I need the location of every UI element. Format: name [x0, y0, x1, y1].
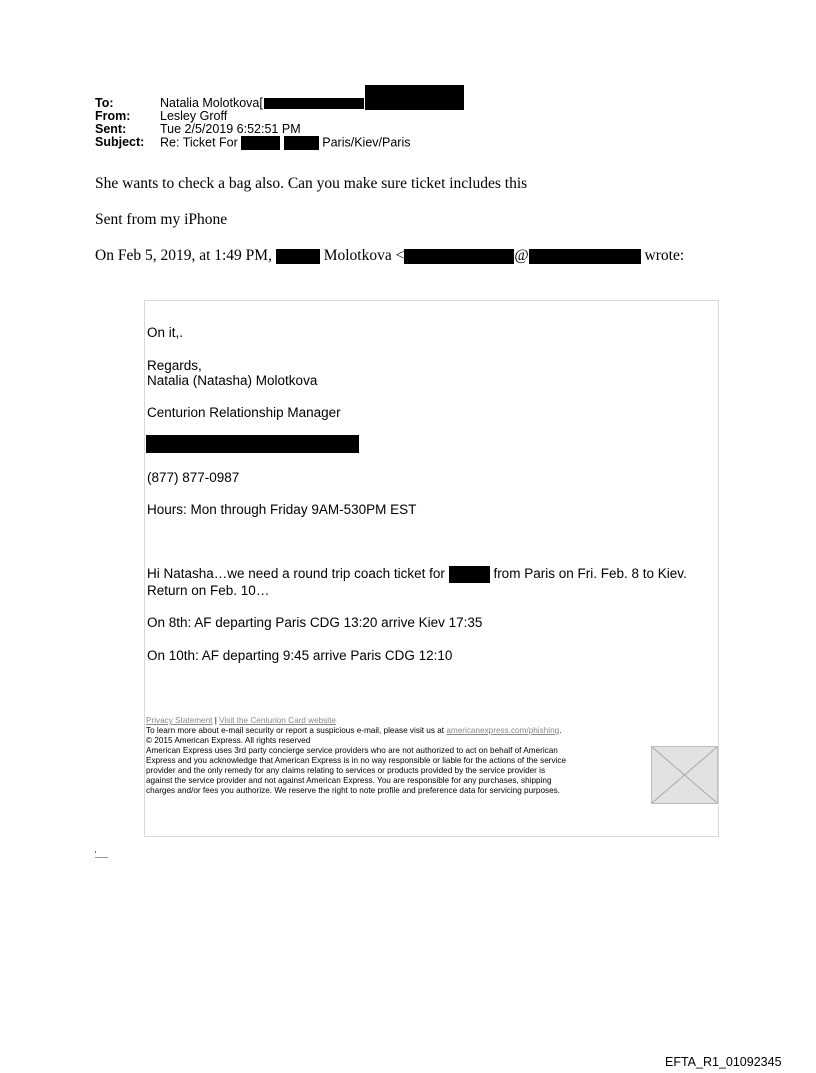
- disclaimer-line-4: against the service provider and not against American Express. You are responsible for any purchases, shipping: [146, 776, 552, 785]
- redaction: [146, 435, 359, 453]
- redaction: [449, 566, 490, 583]
- signature-title: Centurion Relationship Manager: [147, 405, 341, 420]
- disclaimer-line-1: American Express uses 3rd party concierge service providers who are not authorized to act on behalf of American: [146, 746, 558, 755]
- quote-prefix: On Feb 5, 2019, at 1:49 PM,: [95, 247, 272, 264]
- broken-image-icon: [652, 747, 717, 803]
- subject-label: Subject:: [95, 135, 145, 149]
- signature-name: Natalia (Natasha) Molotkova: [147, 373, 318, 388]
- redaction: [284, 136, 319, 150]
- to-label: To:: [95, 96, 114, 110]
- link-separator: |: [212, 716, 220, 725]
- document-id: EFTA_R1_01092345: [665, 1055, 782, 1069]
- sent-row: [95, 123, 515, 136]
- stray-mark: [95, 857, 108, 858]
- redaction: [365, 85, 464, 110]
- copyright-text: © 2015 American Express. All rights reserved: [146, 736, 311, 745]
- from-row: [95, 110, 515, 123]
- redaction: [404, 249, 514, 264]
- redaction: [241, 136, 280, 150]
- disclaimer-line-2: Express and you acknowledge that American Express is in no way responsible or liable for the actions of the service: [146, 756, 567, 765]
- regards-text: Regards,: [147, 358, 202, 373]
- quote-at: @: [514, 247, 529, 264]
- subject-suffix: Paris/Kiev/Paris: [322, 135, 411, 150]
- quoted-message: [144, 300, 719, 837]
- image-placeholder: [651, 746, 718, 804]
- learn-more-text: To learn more about e-mail security or report a suspicious e-mail, please visit us at: [146, 726, 445, 735]
- disclaimer-line-5: charges and/or fees you authorize. We reserve the right to note profile and preference data for servicing purposes.: [146, 786, 561, 795]
- request-line-2: Return on Feb. 10…: [147, 583, 270, 598]
- signature-hours: Hours: Mon through Friday 9AM-530PM EST: [147, 502, 417, 517]
- stray-mark: [95, 851, 96, 853]
- privacy-statement-link[interactable]: Privacy Statement: [146, 716, 213, 725]
- reply-text: On it,.: [147, 325, 184, 340]
- flight-line-2: On 10th: AF departing 9:45 arrive Paris CDG 12:10: [147, 648, 453, 663]
- disclaimer-line-3: provider and the only remedy for any claims relating to services or products provided by the service provider is: [146, 766, 546, 775]
- request-line-1: [147, 566, 687, 583]
- quote-attribution: [95, 247, 684, 265]
- to-row: [95, 97, 515, 110]
- subject-row: [95, 136, 515, 151]
- request-prefix: Hi Natasha…we need a round trip coach ticket for: [147, 566, 445, 582]
- body-line-1: She wants to check a bag also. Can you make sure ticket includes this: [95, 175, 528, 192]
- quote-name: Molotkova <: [323, 247, 405, 264]
- disclaimer-learn-more: [146, 726, 561, 736]
- subject-prefix: Re: Ticket For: [160, 135, 238, 150]
- request-suffix: from Paris on Fri. Feb. 8 to Kiev.: [493, 566, 687, 582]
- redaction: [264, 98, 364, 109]
- sent-label: Sent:: [95, 122, 127, 136]
- redaction: [529, 249, 641, 264]
- body-line-2: Sent from my iPhone: [95, 211, 228, 228]
- disclaimer-links: [146, 716, 336, 726]
- from-label: From:: [95, 109, 131, 123]
- flight-line-1: On 8th: AF departing Paris CDG 13:20 arrive Kiev 17:35: [147, 615, 483, 630]
- centurion-website-link[interactable]: Visit the Centurion Card website: [219, 716, 336, 725]
- email-header: [95, 97, 515, 157]
- learn-more-period: .: [559, 726, 562, 735]
- signature-phone: (877) 877-0987: [147, 470, 240, 485]
- from-value: Lesley Groff: [160, 109, 228, 123]
- redaction: [276, 249, 320, 264]
- sent-value: Tue 2/5/2019 6:52:51 PM: [160, 122, 301, 136]
- phishing-link[interactable]: americanexpress.com/phishing: [446, 726, 560, 735]
- quote-suffix: wrote:: [644, 247, 685, 264]
- to-value: Natalia Molotkova[: [160, 96, 263, 110]
